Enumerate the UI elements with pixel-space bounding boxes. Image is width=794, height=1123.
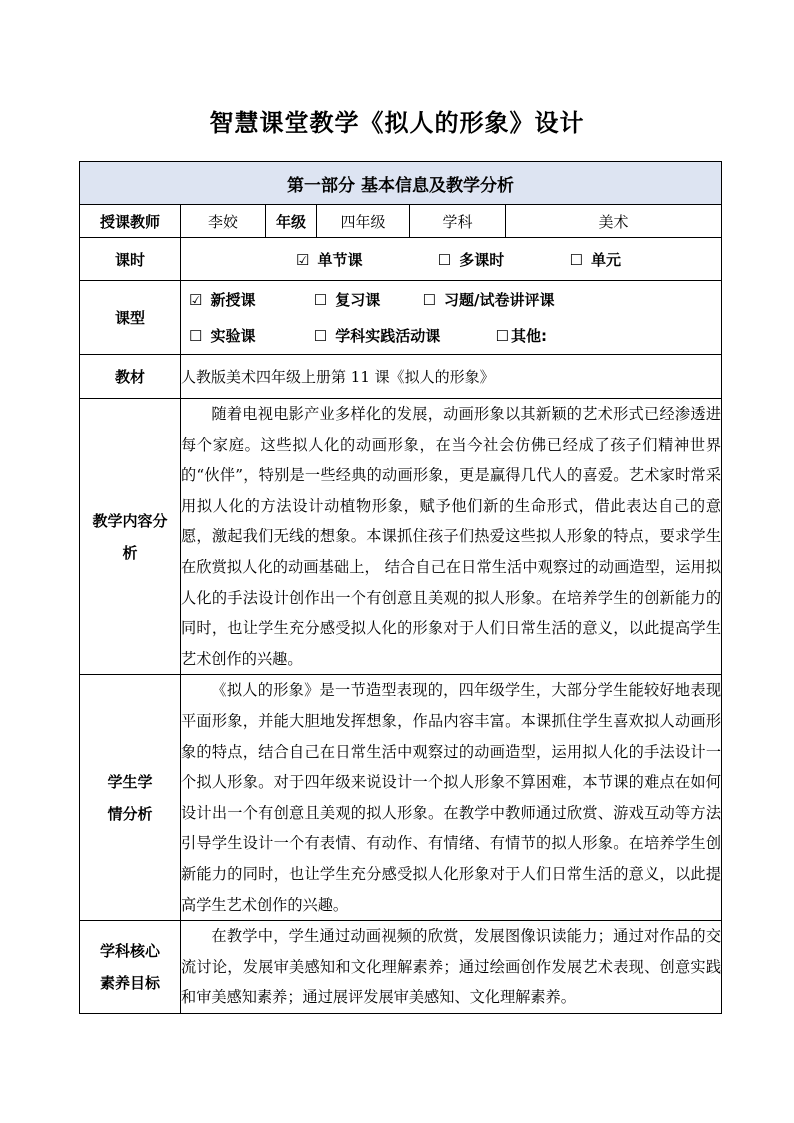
material-label: 教材 (80, 355, 181, 399)
checkbox-checked-icon[interactable]: ☑ (296, 250, 310, 269)
material-value: 人教版美术四年级上册第 11 课《拟人的形象》 (181, 355, 722, 399)
content-analysis-label (80, 399, 181, 675)
label-line: 析 (122, 543, 138, 562)
checkbox-checked-icon[interactable]: ☑ (189, 290, 203, 309)
option-unit[interactable] (570, 249, 621, 270)
option-label: 多课时 (459, 250, 505, 269)
class-hours-row (80, 238, 722, 281)
content-analysis-text (181, 399, 722, 675)
paragraph: 《拟人的形象》是一节造型表现的，四年级学生，大部分学生能较好地表现平面形象，并能大胆地发挥想象，作品内容丰富。本课抓住学生喜欢拟人动画形象的特点，结合自己在日常生活中观察过的动画造型，运用拟人化的手法设计一个拟人形象。对于四年级来说设计一个拟人形象不算困难，本节课的难点在如何设计出一个有创意且美观的拟人形象。在教学中教师通过欣赏、游戏互动等方法引导学生设计一个有表情、有动作、有情绪、有情节的拟人形象。在培养学生创新能力的同时，也让学生充分感受拟人化形象对于人们日常生活的意义，以此提高学生艺术创作的兴趣。 (181, 681, 722, 914)
checkbox-icon[interactable]: ☐ (422, 290, 437, 309)
teacher-label: 授课教师 (80, 205, 181, 238)
core-literacy-text (181, 921, 722, 1014)
student-analysis-label (80, 675, 181, 921)
option-label: 新授课 (210, 290, 256, 309)
label-line: 教学内容分 (92, 511, 168, 530)
lesson-type-row (80, 281, 722, 355)
grade-value: 四年级 (317, 205, 410, 238)
student-analysis-text (181, 675, 722, 921)
grade-label: 年级 (266, 205, 317, 238)
material-row (80, 355, 722, 399)
option-label: 复习课 (335, 290, 381, 309)
core-literacy-row (80, 921, 722, 1014)
section-title: 第一部分 基本信息及教学分析 (80, 162, 722, 205)
checkbox-icon[interactable]: ☐ (569, 250, 584, 269)
option-exercise-lesson[interactable] (423, 282, 555, 318)
option-label: 习题/试卷讲评课 (444, 290, 555, 309)
checkbox-icon[interactable]: ☐ (437, 250, 452, 269)
paragraph: 在教学中，学生通过动画视频的欣赏，发展图像识读能力；通过对作品的交流讨论，发展审美感知和文化理解素养；通过绘画创作发展艺术表现、创意实践和审美感知素养；通过展评发展审美感知、文化理解素养。 (181, 927, 722, 1007)
option-label: 单节课 (317, 250, 363, 269)
checkbox-icon[interactable]: ☐ (313, 326, 328, 345)
label-line: 学科核心 (99, 941, 160, 960)
option-other[interactable] (496, 318, 547, 354)
lesson-type-line-1 (189, 282, 721, 318)
lesson-type-options (181, 281, 722, 355)
student-analysis-row (80, 675, 722, 921)
checkbox-icon[interactable]: ☐ (313, 290, 328, 309)
subject-label: 学科 (410, 205, 506, 238)
option-review-lesson[interactable] (314, 282, 418, 318)
content-analysis-row (80, 399, 722, 675)
label-line: 情分析 (107, 804, 153, 823)
paragraph: 随着电视电影产业多样化的发展，动画形象以其新颖的艺术形式已经渗透进每个家庭。这些拟人化的动画形象，在当今社会仿佛已经成了孩子们精神世界的“伙伴”，特别是一些经典的动画形象，更是赢得几代人的喜爱。艺术家时常采用拟人化的方法设计动植物形象，赋予他们新的生命形式，借此表达自己的意愿，激起我们无线的想象。本课抓住孩子们热爱这些拟人形象的特点，要求学生在欣赏拟人化的动画基础上， 结合自己在日常生活中观察过的动画造型，运用拟人化的手法设计创作出一个有创意且美观的拟人形象。在培养学生的创新能力的同时，也让学生充分感受拟人化的形象对于人们日常生活的意义，以此提高学生艺术创作的兴趣。 (181, 405, 722, 668)
option-label: 单元 (591, 250, 622, 269)
class-hours-label: 课时 (80, 238, 181, 281)
subject-value: 美术 (506, 205, 722, 238)
lesson-type-label: 课型 (80, 281, 181, 355)
core-literacy-label (80, 921, 181, 1014)
checkbox-icon[interactable]: ☐ (495, 326, 510, 345)
option-label: 实验课 (210, 326, 256, 345)
class-hours-options (181, 238, 722, 281)
teacher-value: 李姣 (181, 205, 266, 238)
option-single-lesson[interactable] (296, 249, 433, 270)
option-label: 学科实践活动课 (335, 326, 441, 345)
checkbox-icon[interactable]: ☐ (189, 326, 203, 345)
label-line: 学生学 (107, 772, 153, 791)
section-header-row (80, 162, 722, 205)
option-multi-lesson[interactable] (438, 249, 565, 270)
option-experiment-lesson[interactable] (189, 318, 309, 354)
document-title: 智慧课堂教学《拟人的形象》设计 (209, 109, 585, 137)
option-label: 其他: (511, 326, 548, 345)
label-line: 素养目标 (99, 973, 160, 992)
lesson-type-line-2 (189, 318, 721, 354)
lesson-info-table (79, 161, 722, 1014)
basic-info-row (80, 205, 722, 238)
option-practice-lesson[interactable] (314, 318, 491, 354)
option-new-lesson[interactable] (189, 282, 309, 318)
